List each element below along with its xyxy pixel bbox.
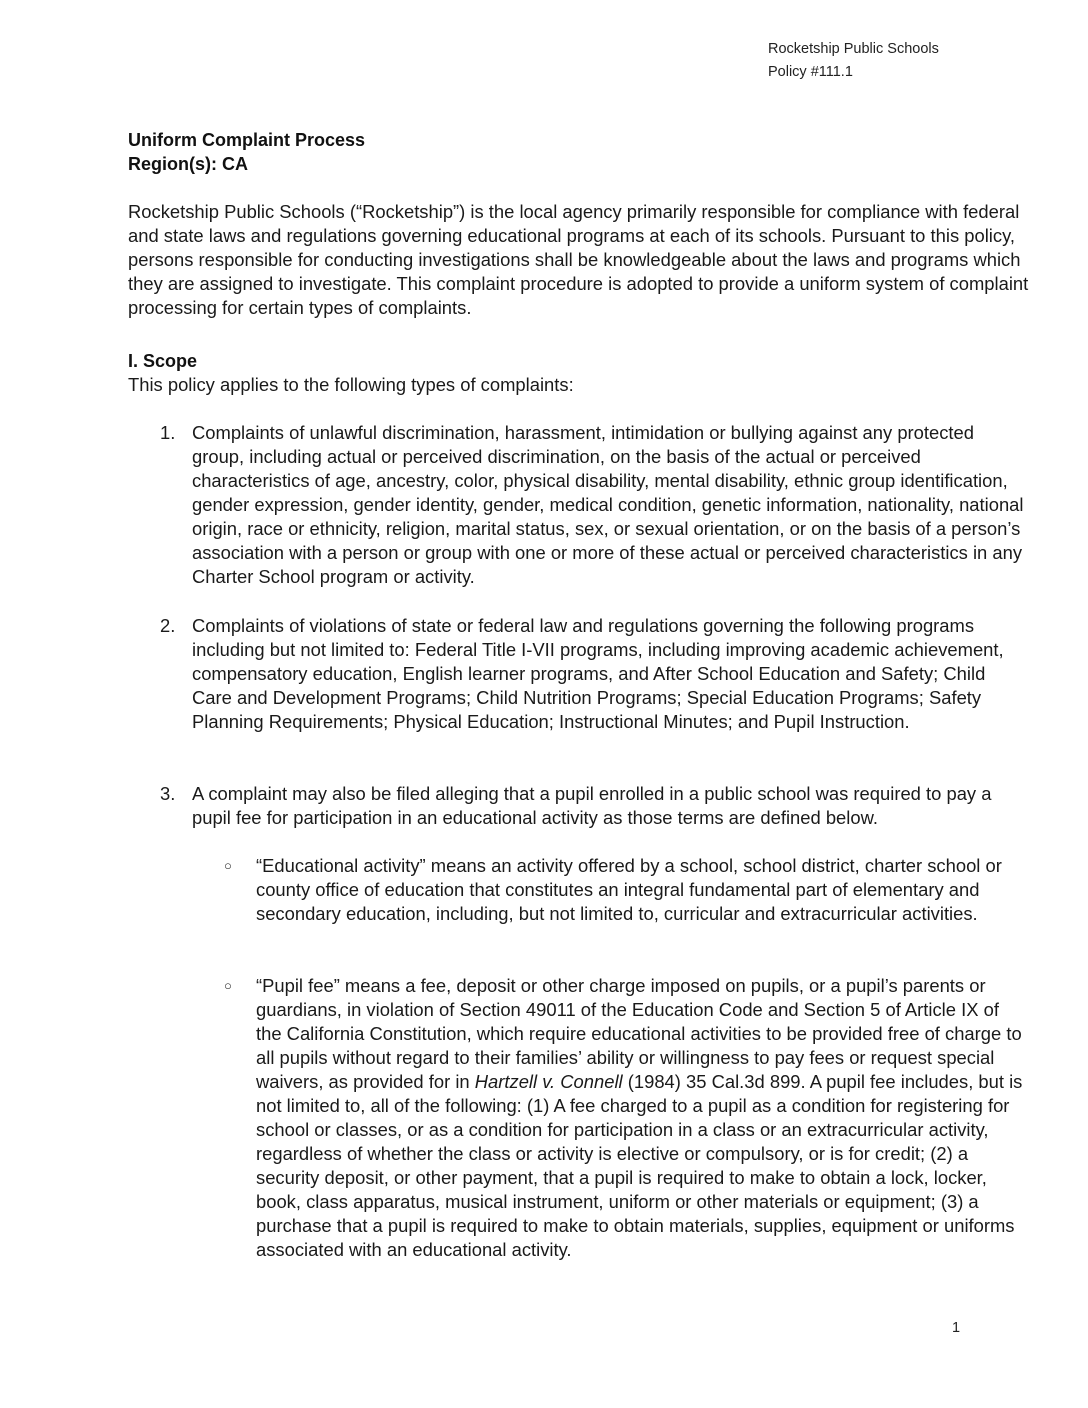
page-header (768, 38, 939, 84)
sub-list-item-text (256, 974, 1028, 1262)
list-item-number: 2. (160, 615, 176, 636)
document-title: Uniform Complaint Process (128, 130, 366, 150)
list-item-number: 1. (160, 422, 176, 443)
document-title-block (128, 128, 365, 176)
text-before-case: “Pupil fee” means a fee, deposit or other charge imposed on pupils, or a pupil’s parents or guardians, in violation of Section 49011 of the Education Code and Section 5 of Article IX of the California Constitution, which require educational activities to be provided free of charge to all pupils without regard to their families’ ability or willingness to pay fees or request special waivers, as provided for in (256, 975, 1022, 1092)
intro-paragraph: Rocketship Public Schools (“Rocketship”) is the local agency primarily responsible for compliance with federal and state laws and regulations governing educational programs at each of its schools. Pursuant to this policy, persons responsible for conducting investigations shall be knowledgeable about the laws and programs which they are assigned to investigate. This complaint procedure is adopted to provide a uniform system of complaint processing for certain types of complaints. (128, 201, 1029, 318)
page-number: 1 (952, 1320, 961, 1336)
scope-lead-text: This policy applies to the following types of complaints: (128, 374, 574, 395)
hollow-bullet-icon: ○ (224, 858, 232, 873)
sub-list-item (224, 974, 1030, 1262)
header-policy-number: Policy #111.1 (768, 64, 853, 80)
sub-list-item-text: “Educational activity” means an activity offered by a school, school district, charter school or county office of education that constitutes an integral fundamental part of elementary and secondary education, including, but not limited to, curricular and extracurricular activities. (256, 855, 1002, 924)
list-item-number: 3. (160, 783, 176, 804)
header-organization: Rocketship Public Schools (768, 41, 939, 57)
list-item-text: A complaint may also be filed alleging that a pupil enrolled in a public school was required to pay a pupil fee for participation in an educational activity as those terms are defined below. (192, 783, 992, 828)
list-item (160, 614, 1030, 734)
hollow-bullet-icon: ○ (224, 978, 232, 993)
list-item (160, 421, 1030, 589)
sub-list-item (224, 854, 1030, 926)
document-region: Region(s): CA (128, 154, 248, 174)
case-citation: Hartzell v. Connell (474, 1071, 623, 1092)
list-item (160, 782, 1030, 830)
text-after-case: (1984) 35 Cal.3d 899. A pupil fee includes, but is not limited to, all of the following: (1) A fee charged to a pupil as a condition for registering for school or classes, or as a condition for participation in a class or an extracurricular activity, regardless of whether the class or activity is elective or compulsory, or is for credit; (2) a security deposit, or other payment, that a pupil is required to make to obtain a lock, locker, book, class apparatus, musical instrument, uniform or other materials or equipment; (3) a purchase that a pupil is required to make to obtain materials, supplies, equipment or uniforms associated with an educational activity. (256, 1071, 1023, 1260)
section-heading-scope: I. Scope (128, 351, 198, 371)
list-item-text: Complaints of violations of state or federal law and regulations governing the following programs including but not limited to: Federal Title I-VII programs, including improving academic achievement, compensatory education, English learner programs, and After School Education and Safety; Child Care and Development Programs; Child Nutrition Programs; Special Education Programs; Safety Planning Requirements; Physical Education; Instructional Minutes; and Pupil Instruction. (192, 615, 1004, 732)
list-item-text: Complaints of unlawful discrimination, harassment, intimidation or bullying against any protected group, including actual or perceived discrimination, on the basis of the actual or perceived characteristics of age, ancestry, color, physical disability, mental disability, ethnic group identification, gender expression, gender identity, gender, medical condition, genetic information, nationality, national origin, race or ethnicity, religion, marital status, sex, or sexual orientation, or on the basis of a person’s association with a person or group with one or more of these actual or perceived characteristics in any Charter School program or activity. (192, 422, 1024, 587)
